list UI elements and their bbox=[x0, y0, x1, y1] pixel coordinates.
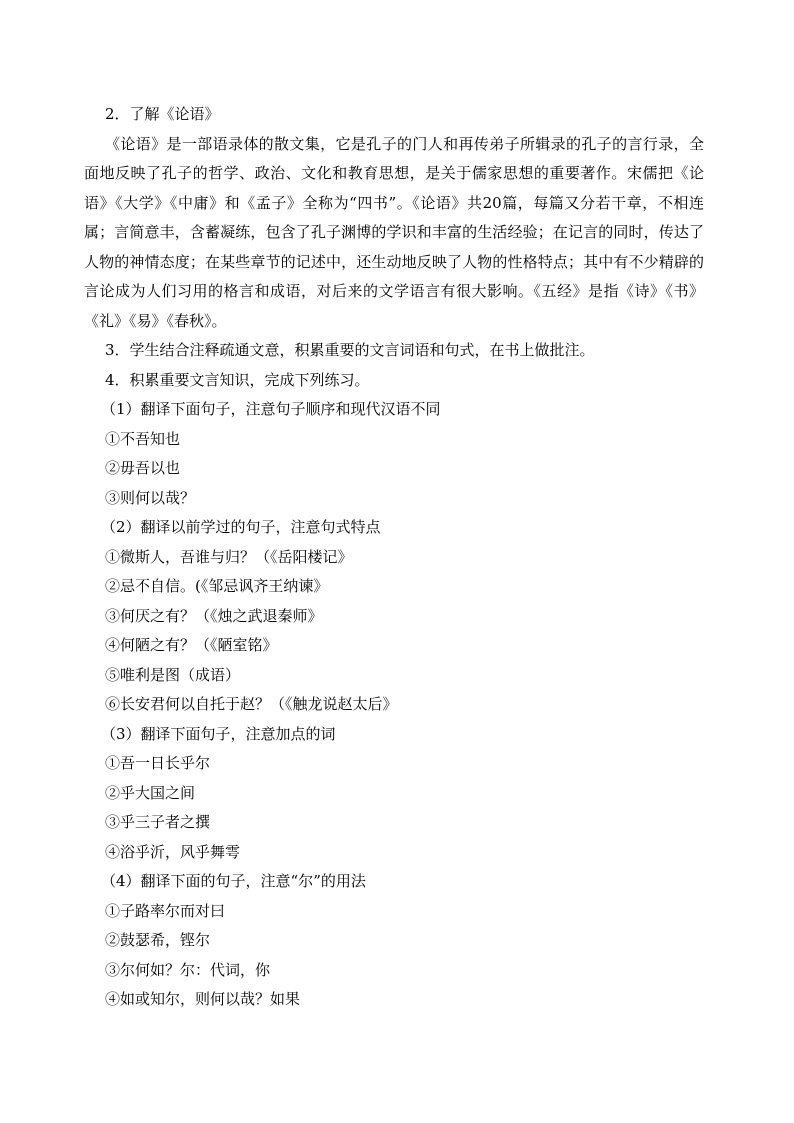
exercise-4-item: ②鼓瑟希，铿尔 bbox=[105, 931, 211, 949]
intro-paragraph: 《论语》是一部语录体的散文集，它是孔子的门人和再传弟子所辑录的孔子的言行录，全面地反映了孔子的哲学、政治、文化和教育思想，是关于儒家思想的重要著作。宋儒把《论语》《大学》《中庸》和《孟子》全称为“四书”。《论语》共20篇，每篇又分若干章，不相连属；言简意丰，含蓄凝练，包含了孔子渊博的学识和丰富的生活经验；在记言的同时，传达了人物的神情态度；在某些章节的记述中，还生动地反映了人物的性格特点；其中有不少精辟的言论成为人们习用的格言和成语，对后来的文学语言有很大影响。《五经》是指《诗》《书》《礼》《易》《春秋》。 bbox=[84, 134, 704, 330]
exercise-1-title: （1）翻译下面句子，注意句子顺序和现代汉语不同 bbox=[101, 400, 441, 418]
exercise-3-title: （3）翻译下面句子，注意加点的词 bbox=[101, 724, 336, 743]
exercise-1-item: ②毋吾以也 bbox=[105, 459, 181, 477]
exercise-2-item: ③何厌之有？（《烛之武退秦师》 bbox=[105, 606, 323, 625]
exercise-2-item: ②忌不自信。(《邹忌讽齐王纳谏》 bbox=[105, 577, 329, 595]
exercise-3-item: ①吾一日长乎尔 bbox=[105, 754, 211, 772]
exercise-4-item: ④如或知尔，则何以哉？如果 bbox=[105, 990, 301, 1008]
exercise-4-title: （4）翻译下面的句子，注意“尔”的用法 bbox=[101, 872, 366, 890]
section-heading: 2．了解《论语》 bbox=[105, 105, 220, 123]
item-3: 3．学生结合注释疏通文意，积累重要的文言词语和句式，在书上做批注。 bbox=[105, 341, 595, 359]
exercise-3-item: ③乎三子者之撰 bbox=[105, 813, 211, 831]
exercise-3-item: ②乎大国之间 bbox=[105, 783, 196, 802]
exercise-4-item: ①子路率尔而对曰 bbox=[105, 901, 226, 920]
exercise-2-title: （2）翻译以前学过的句子，注意句式特点 bbox=[101, 518, 381, 536]
exercise-2-item: ①微斯人，吾谁与归？（《岳阳楼记》 bbox=[105, 547, 353, 566]
exercise-1-item: ③则何以哉？ bbox=[105, 488, 196, 507]
exercise-4-item: ③尔何如？尔：代词，你 bbox=[105, 960, 271, 979]
exercise-3-item: ④浴乎沂，风乎舞雩 bbox=[105, 842, 241, 861]
item-4: 4．积累重要文言知识，完成下列练习。 bbox=[105, 370, 370, 389]
exercise-2-item: ⑥长安君何以自托于赵？（《触龙说赵太后》 bbox=[105, 695, 398, 713]
exercise-1-item: ①不吾知也 bbox=[105, 429, 181, 448]
exercise-2-item: ④何陋之有？（《陋室铭》 bbox=[105, 636, 278, 654]
exercise-2-item: ⑤唯利是图（成语） bbox=[105, 665, 241, 684]
